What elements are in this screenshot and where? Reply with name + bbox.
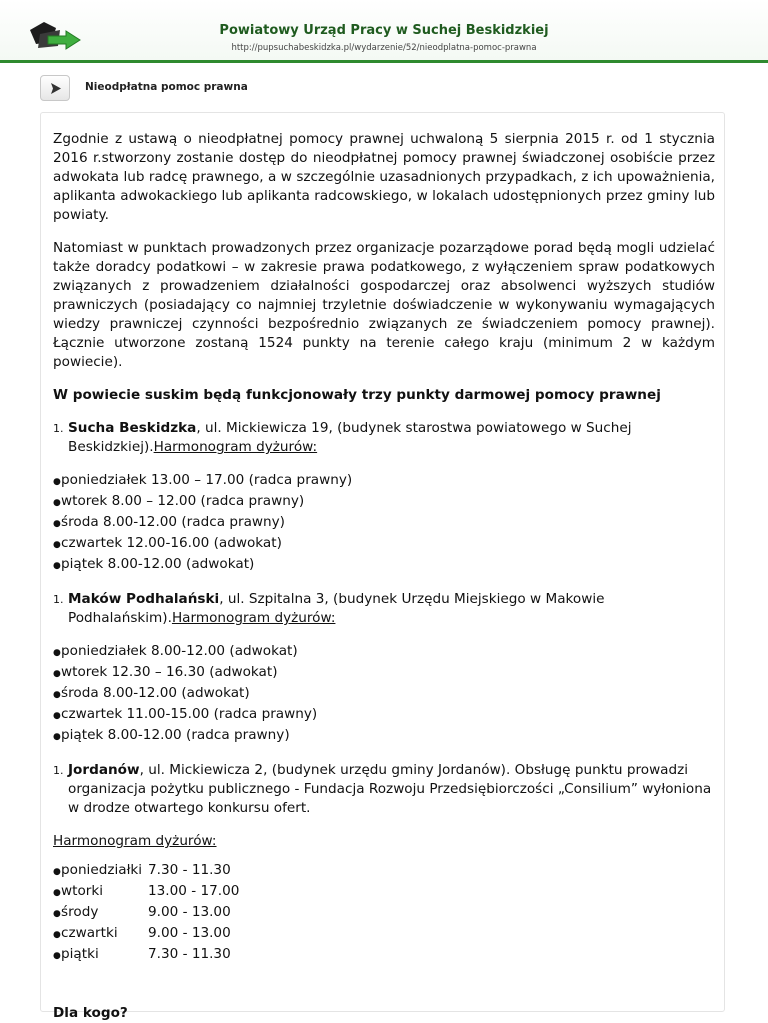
arrow-right-icon [50,82,62,95]
page-title: Nieodpłatna pomoc prawna [85,81,248,93]
site-header [0,0,768,63]
schedule-item: ● czwartek 11.00-15.00 (radca prawny) [53,706,318,722]
site-title[interactable]: Powiatowy Urząd Pracy w Suchej Beskidzkiej [219,23,549,38]
schedule-item: ● środa 8.00-12.00 (adwokat) [53,685,250,701]
schedule-label: Harmonogram dyżurów: [53,833,217,849]
location-name: Sucha Beskidzka [68,420,197,436]
schedule-item: ● poniedziałek 8.00-12.00 (adwokat) [53,643,298,659]
section-heading-dla-kogo: Dla kogo? [53,1005,128,1021]
section-heading: W powiecie suskim będą funkcjonowały trzy punkty darmowej pomocy prawnej [53,387,661,403]
schedule-item: ● czwartek 12.00-16.00 (adwokat) [53,535,282,551]
location-desc: , ul. Szpitalna 3, (budynek Urzędu Miejskiego w Makowie Podhalańskim). [68,591,605,626]
list-number: 1. [53,422,64,435]
list-number: 1. [53,593,64,606]
schedule-list-sucha [53,471,715,576]
schedule-item: ● wtorek 12.30 – 16.30 (adwokat) [53,664,278,680]
schedule-item: ● środy 9.00 - 13.00 [53,904,231,920]
schedule-item: ● poniedziałek 13.00 – 17.00 (radca prawny) [53,472,353,488]
location-name: Jordanów [68,762,140,778]
schedule-item: ● wtorki 13.00 - 17.00 [53,883,240,899]
location-name: Maków Podhalański [68,591,220,607]
schedule-item: ● czwartki 9.00 - 13.00 [53,925,231,941]
schedule-list-jordanow [53,861,715,966]
article-content [53,121,715,1023]
list-item [53,761,715,818]
paragraph-organizations: Natomiast w punktach prowadzonych przez organizacje pozarządowe porad będą mogli udzielać także doradcy podatkowi – w zakresie prawa podatkowego, z wyłączeniem spraw podatkowych związanych z prowadzeniem działalności gospodarczej oraz absolwenci wyższych studiów prawniczych (posiadający co najmniej trzyletnie doświadczenie w wykonywaniu wymagających wiedzy prawniczej czynności bezpośrednio związanych ze świadczeniem pomocy prawnej). Łącznie utworzone zostaną 1524 punkty na terenie całego kraju (minimum 2 w każdym powiecie). [53,240,715,370]
schedule-item: ● piątek 8.00-12.00 (adwokat) [53,556,255,572]
list-item [53,419,715,457]
schedule-item: ● wtorek 8.00 – 12.00 (radca prawny) [53,493,305,509]
schedule-label: Harmonogram dyżurów: [171,610,336,626]
list-item [53,590,715,628]
paragraph-intro: Zgodnie z ustawą o nieodpłatnej pomocy prawnej uchwaloną 5 sierpnia 2015 r. od 1 stycznia 2016 r.stworzony zostanie dostęp do nieodpłatnej pomocy prawnej świadczonej osobiście przez adwokata lub radcę prawnego, a w szczególnie uzasadnionych przypadkach, z ich upoważnienia, aplikanta adwokackiego lub aplikanta radcowskiego, w lokalach udostępnionych przez gminy lub powiaty. [53,131,715,223]
schedule-item: ● poniedziałki 7.30 - 11.30 [53,862,231,878]
schedule-list-makow [53,642,715,747]
arrow-button[interactable] [40,75,70,101]
schedule-label: Harmonogram dyżurów: [153,439,318,455]
location-desc: , ul. Mickiewicza 2, (budynek urzędu gminy Jordanów). Obsługę punktu prowadzi organizacja pożytku publicznego - Fundacja Rozwoju Przedsiębiorczości „Consilium” wyłoniona w drodze otwartego konkursu ofert. [68,762,712,816]
schedule-item: ● piątek 8.00-12.00 (radca prawny) [53,727,290,743]
schedule-item: ● środa 8.00-12.00 (radca prawny) [53,514,285,530]
schedule-item: ● piątki 7.30 - 11.30 [53,946,231,962]
page-url[interactable]: http://pupsuchabeskidzka.pl/wydarzenie/52/nieodplatna-pomoc-prawna [231,43,537,53]
list-number: 1. [53,764,64,777]
location-desc: , ul. Mickiewicza 19, (budynek starostwa powiatowego w Suchej Beskidzkiej). [68,420,632,455]
